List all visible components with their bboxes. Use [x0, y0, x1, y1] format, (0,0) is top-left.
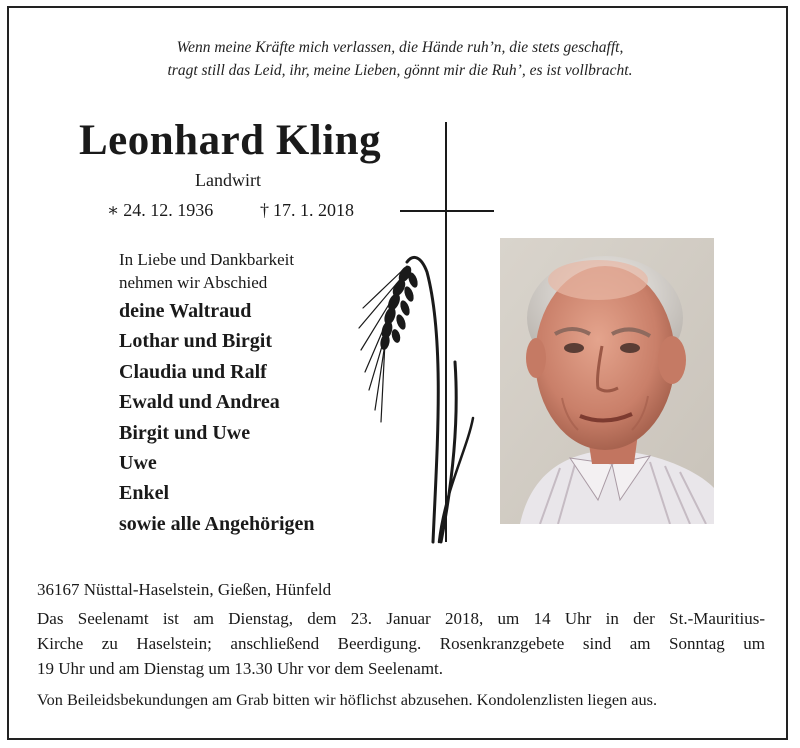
condolence-note: Von Beileidsbekundungen am Grab bitten wir höflichst abzusehen. Kondolenzlisten liegen aus. — [37, 690, 658, 709]
service-line-2: Kirche zu Haselstein; anschließend Beerdigung. Rosenkranzgebete sind am Sonntag um — [37, 634, 765, 653]
mourner-item: Birgit und Uwe — [119, 422, 251, 444]
residence-line: 36167 Nüsttal-Haselstein, Gießen, Hünfeld — [37, 580, 332, 599]
deceased-name: Leonhard Kling — [79, 117, 382, 164]
wheat-icon — [355, 250, 485, 550]
birth-date-text: 24. 12. 1936 — [123, 200, 214, 220]
death-symbol-icon: † — [260, 200, 269, 220]
deceased-occupation: Landwirt — [195, 170, 261, 190]
farewell-intro-line-1: In Liebe und Dankbarkeit — [119, 250, 295, 269]
mourner-item: Enkel — [119, 482, 170, 504]
death-date-text: 17. 1. 2018 — [273, 200, 354, 220]
poem-line-2: tragt still das Leid, ihr, meine Lieben, gönnt mir die Ruh’, es ist vollbracht. — [167, 62, 633, 79]
mourner-item: Claudia und Ralf — [119, 361, 267, 383]
death-date — [260, 200, 354, 221]
mourner-item: sowie alle Angehörigen — [119, 513, 315, 535]
service-paragraph — [37, 606, 765, 681]
mourner-item: Ewald und Andrea — [119, 391, 280, 413]
service-line-1: Das Seelenamt ist am Dienstag, dem 23. Januar 2018, um 14 Uhr in der St.-Mauritius- — [37, 609, 765, 628]
farewell-intro-line-2: nehmen wir Abschied — [119, 273, 268, 292]
mourner-item: Uwe — [119, 452, 157, 474]
birth-date — [107, 200, 213, 221]
mourner-item: Lothar und Birgit — [119, 330, 272, 352]
mourner-item: deine Waltraud — [119, 300, 252, 322]
service-line-3: 19 Uhr und am Dienstag um 13.30 Uhr vor dem Seelenamt. — [37, 659, 444, 678]
poem-line-1: Wenn meine Kräfte mich verlassen, die Hände ruh’n, die stets geschafft, — [176, 39, 624, 56]
birth-symbol-icon: ∗ — [107, 200, 120, 220]
portrait-photo — [500, 238, 714, 524]
